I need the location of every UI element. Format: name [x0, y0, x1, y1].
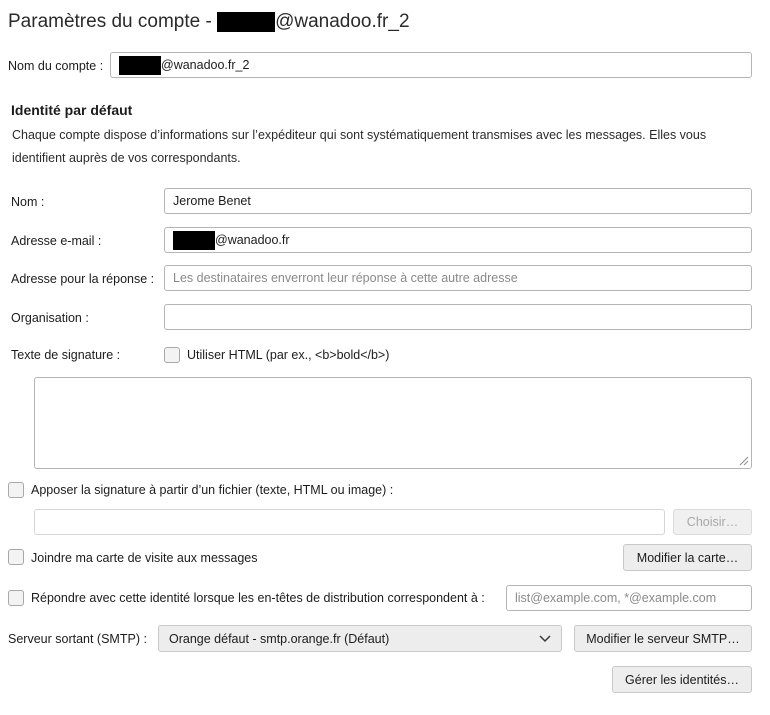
organization-input[interactable]: [164, 304, 752, 330]
edit-smtp-button[interactable]: Modifier le serveur SMTP…: [574, 625, 752, 652]
resize-grip-icon[interactable]: [739, 456, 749, 466]
identity-description: Chaque compte dispose d’informations sur l’expéditeur qui sont systématiquement transmises avec les messages. Elles vous identifient auprès de vos correspondants.: [12, 128, 707, 165]
title-prefix: Paramètres du compte -: [8, 11, 218, 32]
smtp-label: Serveur sortant (SMTP) :: [8, 632, 147, 646]
email-value: @wanadoo.fr: [215, 233, 290, 247]
title-suffix: @wanadoo.fr_2: [275, 11, 410, 32]
signature-label: Texte de signature :: [11, 348, 121, 362]
attach-vcard-checkbox[interactable]: [8, 549, 24, 565]
email-input[interactable]: [164, 227, 752, 253]
attach-vcard-label[interactable]: Joindre ma carte de visite aux messages: [31, 551, 258, 565]
name-label: Nom :: [11, 195, 45, 209]
smtp-select[interactable]: [158, 625, 562, 652]
email-label: Adresse e-mail :: [11, 234, 102, 248]
reply-identity-label[interactable]: Répondre avec cette identité lorsque les en-têtes de distribution correspondent à :: [31, 591, 485, 605]
reply-to-placeholder: Les destinataires enverront leur réponse à cette autre adresse: [173, 271, 518, 285]
reply-identity-input[interactable]: [506, 585, 752, 611]
reply-to-label: Adresse pour la réponse :: [11, 272, 155, 286]
account-name-label: Nom du compte :: [8, 59, 104, 73]
manage-identities-button[interactable]: Gérer les identités…: [612, 666, 752, 693]
account-name-value: @wanadoo.fr_2: [161, 58, 250, 72]
name-input[interactable]: [164, 188, 752, 214]
reply-identity-placeholder: list@example.com, *@example.com: [515, 591, 717, 605]
choose-file-button[interactable]: Choisir…: [673, 509, 752, 535]
use-html-checkbox[interactable]: [164, 347, 180, 363]
name-value: Jerome Benet: [173, 194, 251, 208]
organization-label: Organisation :: [11, 311, 89, 325]
identity-section-title: Identité par défaut: [11, 102, 133, 118]
chevron-down-icon: [539, 635, 551, 643]
redacted-block: [173, 231, 215, 250]
signature-textarea[interactable]: [34, 377, 752, 469]
account-name-input[interactable]: [110, 52, 752, 78]
signature-file-checkbox[interactable]: [8, 482, 24, 498]
reply-to-input[interactable]: [164, 265, 752, 291]
edit-card-button[interactable]: Modifier la carte…: [623, 544, 752, 571]
redacted-block: [119, 56, 161, 75]
reply-identity-checkbox[interactable]: [8, 590, 24, 606]
smtp-selected-value: Orange défaut - smtp.orange.fr (Défaut): [169, 631, 390, 646]
signature-file-label[interactable]: Apposer la signature à partir d’un fichier (texte, HTML ou image) :: [31, 483, 394, 497]
use-html-label[interactable]: Utiliser HTML (par ex., <b>bold</b>): [187, 348, 390, 362]
page-title: [8, 11, 410, 33]
signature-file-path-input[interactable]: [34, 509, 665, 535]
redacted-block: [217, 12, 275, 32]
